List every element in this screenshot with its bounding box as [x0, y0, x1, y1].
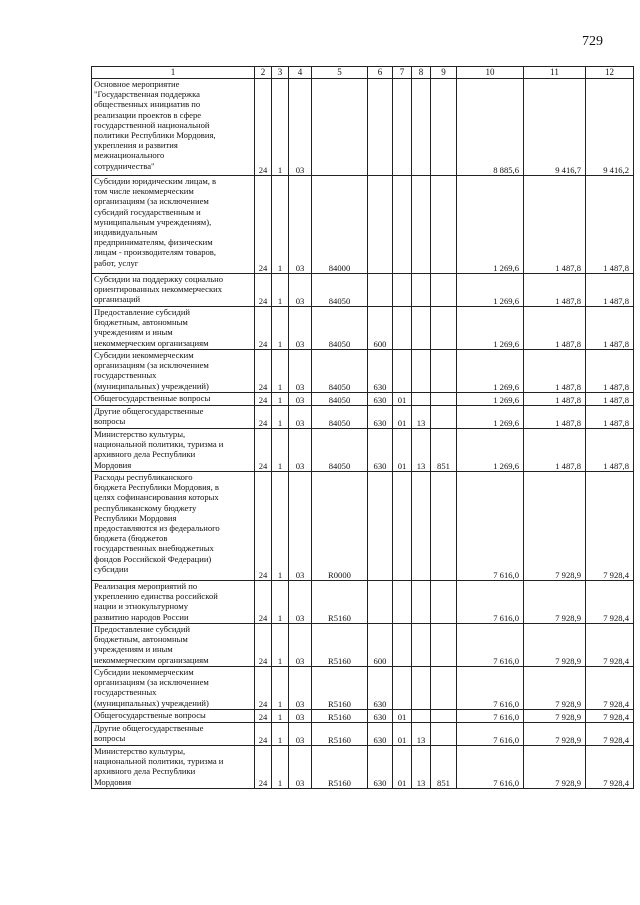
description-line: Субсидии юридическим лицам, в	[94, 176, 217, 186]
subsection-code-cell	[412, 710, 431, 723]
ministry-code-cell: 851	[431, 746, 457, 789]
grbs-code-cell: 24	[255, 79, 272, 176]
program-code-cell: 1	[272, 393, 289, 406]
row-description	[92, 667, 255, 710]
amount-year-1-cell: 7 616,0	[457, 472, 524, 581]
amount-year-2-cell: 7 928,9	[524, 723, 586, 746]
description-line: Министерство культуры,	[94, 429, 186, 439]
description-line: Предоставление субсидий	[94, 624, 191, 634]
expense-type-cell: 630	[368, 429, 393, 472]
ministry-code-cell	[431, 710, 457, 723]
ministry-code-cell	[431, 274, 457, 307]
subsection-code-cell: 13	[412, 723, 431, 746]
subprogram-code-cell: 03	[289, 710, 312, 723]
description-line: вопросы	[94, 416, 126, 427]
description-line: бюджетным, автономным	[94, 634, 188, 645]
amount-year-2-cell: 7 928,9	[524, 710, 586, 723]
column-header: 9	[431, 67, 457, 79]
column-header: 8	[412, 67, 431, 79]
subsection-code-cell	[412, 624, 431, 667]
subprogram-code-cell: 03	[289, 79, 312, 176]
expense-type-cell: 600	[368, 624, 393, 667]
grbs-code-cell: 24	[255, 723, 272, 746]
expense-type-cell: 630	[368, 723, 393, 746]
amount-year-2-cell: 1 487,8	[524, 406, 586, 429]
description-line: индивидуальным	[94, 227, 158, 238]
subsection-code-cell: 13	[412, 429, 431, 472]
table-row	[92, 274, 634, 307]
amount-year-1-cell: 8 885,6	[457, 79, 524, 176]
amount-year-1-cell: 7 616,0	[457, 581, 524, 624]
amount-year-2-cell: 7 928,9	[524, 581, 586, 624]
subprogram-code-cell: 03	[289, 307, 312, 350]
amount-year-1-cell: 1 269,6	[457, 274, 524, 307]
subsection-code-cell	[412, 472, 431, 581]
description-line: ориентированных некоммерческих	[94, 284, 223, 295]
ministry-code-cell	[431, 406, 457, 429]
row-description	[92, 710, 255, 723]
grbs-code-cell: 24	[255, 176, 272, 274]
description-line: том числе некоммерческим	[94, 186, 194, 197]
description-line: некоммерческим организациям	[94, 337, 209, 348]
table-row	[92, 710, 634, 723]
target-article-code-cell: 84000	[312, 176, 368, 274]
column-header: 12	[586, 67, 634, 79]
program-code-cell: 1	[272, 176, 289, 274]
program-code-cell: 1	[272, 723, 289, 746]
subsection-code-cell: 13	[412, 406, 431, 429]
description-line: Общегосударственные вопросы	[94, 393, 211, 403]
description-line: укрепления и развития	[94, 140, 178, 151]
subprogram-code-cell: 03	[289, 429, 312, 472]
amount-year-3-cell: 1 487,8	[586, 350, 634, 393]
description-line: муниципальным учреждениям),	[94, 216, 212, 227]
program-code-cell: 1	[272, 667, 289, 710]
program-code-cell: 1	[272, 79, 289, 176]
subsection-code-cell	[412, 581, 431, 624]
description-line: фондов Российской Федерации)	[94, 553, 212, 564]
subsection-code-cell	[412, 667, 431, 710]
subsection-code-cell	[412, 79, 431, 176]
expense-type-cell: 630	[368, 393, 393, 406]
description-line: некоммерческим организациям	[94, 654, 209, 665]
ministry-code-cell	[431, 581, 457, 624]
table-row	[92, 429, 634, 472]
section-code-cell	[393, 624, 412, 667]
subsection-code-cell	[412, 393, 431, 406]
table-row	[92, 667, 634, 710]
expense-type-cell: 630	[368, 746, 393, 789]
section-code-cell: 01	[393, 429, 412, 472]
section-code-cell: 01	[393, 710, 412, 723]
row-description	[92, 723, 255, 746]
column-header: 4	[289, 67, 312, 79]
description-line: (муниципальных) учреждений)	[94, 697, 209, 708]
subprogram-code-cell: 03	[289, 350, 312, 393]
row-description	[92, 429, 255, 472]
description-line: Субсидии некоммерческим	[94, 350, 194, 360]
description-line: Реализация мероприятий по	[94, 581, 198, 591]
grbs-code-cell: 24	[255, 746, 272, 789]
amount-year-3-cell: 9 416,2	[586, 79, 634, 176]
amount-year-1-cell: 1 269,6	[457, 307, 524, 350]
target-article-code-cell: 84050	[312, 393, 368, 406]
subprogram-code-cell: 03	[289, 472, 312, 581]
amount-year-3-cell: 1 487,8	[586, 176, 634, 274]
amount-year-3-cell: 1 487,8	[586, 274, 634, 307]
target-article-code-cell: 84050	[312, 429, 368, 472]
description-line: архивного дела Республики	[94, 766, 196, 777]
description-line: Мордовия	[94, 776, 132, 787]
ministry-code-cell	[431, 307, 457, 350]
grbs-code-cell: 24	[255, 393, 272, 406]
description-line: целях софинансирования которых	[94, 492, 219, 503]
subprogram-code-cell: 03	[289, 406, 312, 429]
target-article-code-cell: R5160	[312, 710, 368, 723]
grbs-code-cell: 24	[255, 274, 272, 307]
description-line: Мордовия	[94, 459, 132, 470]
section-code-cell	[393, 274, 412, 307]
amount-year-2-cell: 1 487,8	[524, 350, 586, 393]
description-line: Министерство культуры,	[94, 746, 186, 756]
column-header: 1	[92, 67, 255, 79]
expense-type-cell	[368, 581, 393, 624]
description-line: Общегосударственые вопросы	[94, 710, 206, 720]
column-header: 6	[368, 67, 393, 79]
description-line: политики Республики Мордовия,	[94, 130, 216, 141]
section-code-cell: 01	[393, 723, 412, 746]
amount-year-3-cell: 1 487,8	[586, 406, 634, 429]
description-line: укреплению единства российской	[94, 591, 218, 602]
target-article-code-cell: 84050	[312, 350, 368, 393]
program-code-cell: 1	[272, 274, 289, 307]
table-body	[92, 67, 634, 789]
amount-year-2-cell: 1 487,8	[524, 307, 586, 350]
grbs-code-cell: 24	[255, 581, 272, 624]
row-description	[92, 176, 255, 274]
expense-type-cell: 630	[368, 667, 393, 710]
amount-year-1-cell: 7 616,0	[457, 723, 524, 746]
ministry-code-cell	[431, 723, 457, 746]
description-line: Субсидии некоммерческим	[94, 667, 194, 677]
column-header: 3	[272, 67, 289, 79]
page-number: 729	[582, 34, 603, 49]
description-line: субсидии	[94, 563, 129, 574]
section-code-cell	[393, 581, 412, 624]
row-description	[92, 307, 255, 350]
expense-type-cell	[368, 274, 393, 307]
amount-year-2-cell: 1 487,8	[524, 274, 586, 307]
description-line: Другие общегосударственные	[94, 723, 204, 733]
grbs-code-cell: 24	[255, 406, 272, 429]
description-line: развитию народов России	[94, 611, 189, 622]
grbs-code-cell: 24	[255, 624, 272, 667]
program-code-cell: 1	[272, 472, 289, 581]
table-row	[92, 581, 634, 624]
description-line: бюджетным, автономным	[94, 317, 188, 328]
subprogram-code-cell: 03	[289, 393, 312, 406]
program-code-cell: 1	[272, 429, 289, 472]
table-row	[92, 406, 634, 429]
subprogram-code-cell: 03	[289, 624, 312, 667]
subprogram-code-cell: 03	[289, 176, 312, 274]
amount-year-1-cell: 7 616,0	[457, 746, 524, 789]
amount-year-2-cell: 7 928,9	[524, 472, 586, 581]
description-line: субсидий государственным и	[94, 206, 201, 217]
program-code-cell: 1	[272, 350, 289, 393]
grbs-code-cell: 24	[255, 710, 272, 723]
amount-year-3-cell: 7 928,4	[586, 746, 634, 789]
row-description	[92, 746, 255, 789]
description-line: бюджета Республики Мордовия, в	[94, 482, 219, 493]
target-article-code-cell: R5160	[312, 624, 368, 667]
row-description	[92, 79, 255, 176]
amount-year-1-cell: 1 269,6	[457, 176, 524, 274]
target-article-code-cell: R5160	[312, 581, 368, 624]
table-row	[92, 624, 634, 667]
table-row	[92, 472, 634, 581]
ministry-code-cell	[431, 667, 457, 710]
description-line: учреждениям и иным	[94, 644, 173, 655]
table-row	[92, 723, 634, 746]
table-row	[92, 307, 634, 350]
expense-type-cell: 630	[368, 350, 393, 393]
program-code-cell: 1	[272, 710, 289, 723]
amount-year-1-cell: 1 269,6	[457, 406, 524, 429]
row-description	[92, 581, 255, 624]
amount-year-1-cell: 7 616,0	[457, 624, 524, 667]
section-code-cell	[393, 472, 412, 581]
target-article-code-cell: 84050	[312, 307, 368, 350]
expense-type-cell	[368, 472, 393, 581]
target-article-code-cell: R5160	[312, 667, 368, 710]
amount-year-3-cell: 1 487,8	[586, 429, 634, 472]
description-line: государственных	[94, 370, 157, 381]
subsection-code-cell	[412, 176, 431, 274]
row-description	[92, 472, 255, 581]
program-code-cell: 1	[272, 307, 289, 350]
amount-year-3-cell: 1 487,8	[586, 393, 634, 406]
amount-year-1-cell: 1 269,6	[457, 393, 524, 406]
program-code-cell: 1	[272, 406, 289, 429]
subprogram-code-cell: 03	[289, 723, 312, 746]
column-header: 5	[312, 67, 368, 79]
ministry-code-cell: 851	[431, 429, 457, 472]
column-header: 2	[255, 67, 272, 79]
description-line: работ, услуг	[94, 257, 139, 268]
subprogram-code-cell: 03	[289, 274, 312, 307]
grbs-code-cell: 24	[255, 429, 272, 472]
amount-year-1-cell: 7 616,0	[457, 710, 524, 723]
amount-year-1-cell: 7 616,0	[457, 667, 524, 710]
expense-type-cell: 600	[368, 307, 393, 350]
subsection-code-cell	[412, 307, 431, 350]
expense-type-cell: 630	[368, 710, 393, 723]
amount-year-2-cell: 1 487,8	[524, 176, 586, 274]
subsection-code-cell: 13	[412, 746, 431, 789]
program-code-cell: 1	[272, 624, 289, 667]
column-header: 11	[524, 67, 586, 79]
amount-year-2-cell: 7 928,9	[524, 667, 586, 710]
description-line: "Государственная поддержка	[94, 89, 200, 100]
description-line: нации и этнокультурному	[94, 601, 189, 612]
amount-year-2-cell: 7 928,9	[524, 624, 586, 667]
grbs-code-cell: 24	[255, 472, 272, 581]
table-row	[92, 350, 634, 393]
row-description	[92, 624, 255, 667]
subsection-code-cell	[412, 350, 431, 393]
amount-year-3-cell: 7 928,4	[586, 710, 634, 723]
grbs-code-cell: 24	[255, 307, 272, 350]
section-code-cell	[393, 350, 412, 393]
amount-year-1-cell: 1 269,6	[457, 429, 524, 472]
table-row	[92, 393, 634, 406]
description-line: национальной политики, туризма и	[94, 439, 224, 450]
amount-year-1-cell: 1 269,6	[457, 350, 524, 393]
description-line: вопросы	[94, 733, 126, 744]
description-line: учреждениям и иным	[94, 327, 173, 338]
program-code-cell: 1	[272, 746, 289, 789]
amount-year-3-cell: 7 928,4	[586, 581, 634, 624]
section-code-cell	[393, 79, 412, 176]
description-line: национальной политики, туризма и	[94, 756, 224, 767]
target-article-code-cell: R5160	[312, 746, 368, 789]
description-line: предпринимателям, физическим	[94, 237, 213, 248]
description-line: сотрудничества"	[94, 160, 155, 171]
target-article-code-cell: 84050	[312, 274, 368, 307]
section-code-cell: 01	[393, 393, 412, 406]
table-row	[92, 79, 634, 176]
budget-table	[91, 66, 634, 789]
description-line: межнационального	[94, 150, 165, 161]
section-code-cell	[393, 667, 412, 710]
row-description	[92, 350, 255, 393]
description-line: республиканскому бюджету	[94, 502, 197, 513]
description-line: Республики Мордовия	[94, 512, 177, 523]
ministry-code-cell	[431, 393, 457, 406]
row-description	[92, 274, 255, 307]
description-line: Предоставление субсидий	[94, 307, 191, 317]
description-line: Расходы республиканского	[94, 472, 193, 482]
subprogram-code-cell: 03	[289, 746, 312, 789]
column-header: 7	[393, 67, 412, 79]
target-article-code-cell	[312, 79, 368, 176]
ministry-code-cell	[431, 176, 457, 274]
description-line: организаций	[94, 294, 141, 305]
table-row	[92, 176, 634, 274]
column-header: 10	[457, 67, 524, 79]
amount-year-3-cell: 7 928,4	[586, 624, 634, 667]
amount-year-3-cell: 1 487,8	[586, 307, 634, 350]
row-description	[92, 406, 255, 429]
description-line: Субсидии на поддержку социально	[94, 274, 224, 284]
amount-year-2-cell: 1 487,8	[524, 429, 586, 472]
description-line: (муниципальных) учреждений)	[94, 380, 209, 391]
grbs-code-cell: 24	[255, 350, 272, 393]
section-code-cell: 01	[393, 746, 412, 789]
amount-year-3-cell: 7 928,4	[586, 472, 634, 581]
column-number-header	[92, 67, 634, 79]
target-article-code-cell: 84050	[312, 406, 368, 429]
description-line: государственных внебюджетных	[94, 543, 214, 554]
row-description	[92, 393, 255, 406]
ministry-code-cell	[431, 350, 457, 393]
description-line: предоставляются из федерального	[94, 523, 220, 534]
description-line: организациям (за исключением	[94, 360, 209, 371]
grbs-code-cell: 24	[255, 667, 272, 710]
amount-year-3-cell: 7 928,4	[586, 667, 634, 710]
subsection-code-cell	[412, 274, 431, 307]
expense-type-cell	[368, 79, 393, 176]
description-line: Другие общегосударственные	[94, 406, 204, 416]
ministry-code-cell	[431, 79, 457, 176]
amount-year-3-cell: 7 928,4	[586, 723, 634, 746]
amount-year-2-cell: 7 928,9	[524, 746, 586, 789]
amount-year-2-cell: 9 416,7	[524, 79, 586, 176]
subprogram-code-cell: 03	[289, 667, 312, 710]
description-line: Основное мероприятие	[94, 79, 180, 89]
table-row	[92, 746, 634, 789]
description-line: организациям (за исключением	[94, 677, 209, 688]
description-line: организациям (за исключением	[94, 196, 209, 207]
target-article-code-cell: R0000	[312, 472, 368, 581]
target-article-code-cell: R5160	[312, 723, 368, 746]
description-line: реализации проектов в сфере	[94, 109, 202, 120]
expense-type-cell: 630	[368, 406, 393, 429]
section-code-cell	[393, 176, 412, 274]
section-code-cell: 01	[393, 406, 412, 429]
expense-type-cell	[368, 176, 393, 274]
amount-year-2-cell: 1 487,8	[524, 393, 586, 406]
description-line: бюджета (бюджетов	[94, 533, 168, 544]
subprogram-code-cell: 03	[289, 581, 312, 624]
description-line: государственных	[94, 687, 157, 698]
description-line: общественных инициатив по	[94, 99, 201, 110]
ministry-code-cell	[431, 472, 457, 581]
description-line: архивного дела Республики	[94, 449, 196, 460]
description-line: государственной национальной	[94, 119, 210, 130]
program-code-cell: 1	[272, 581, 289, 624]
description-line: лицам - производителям товаров,	[94, 247, 216, 258]
ministry-code-cell	[431, 624, 457, 667]
section-code-cell	[393, 307, 412, 350]
